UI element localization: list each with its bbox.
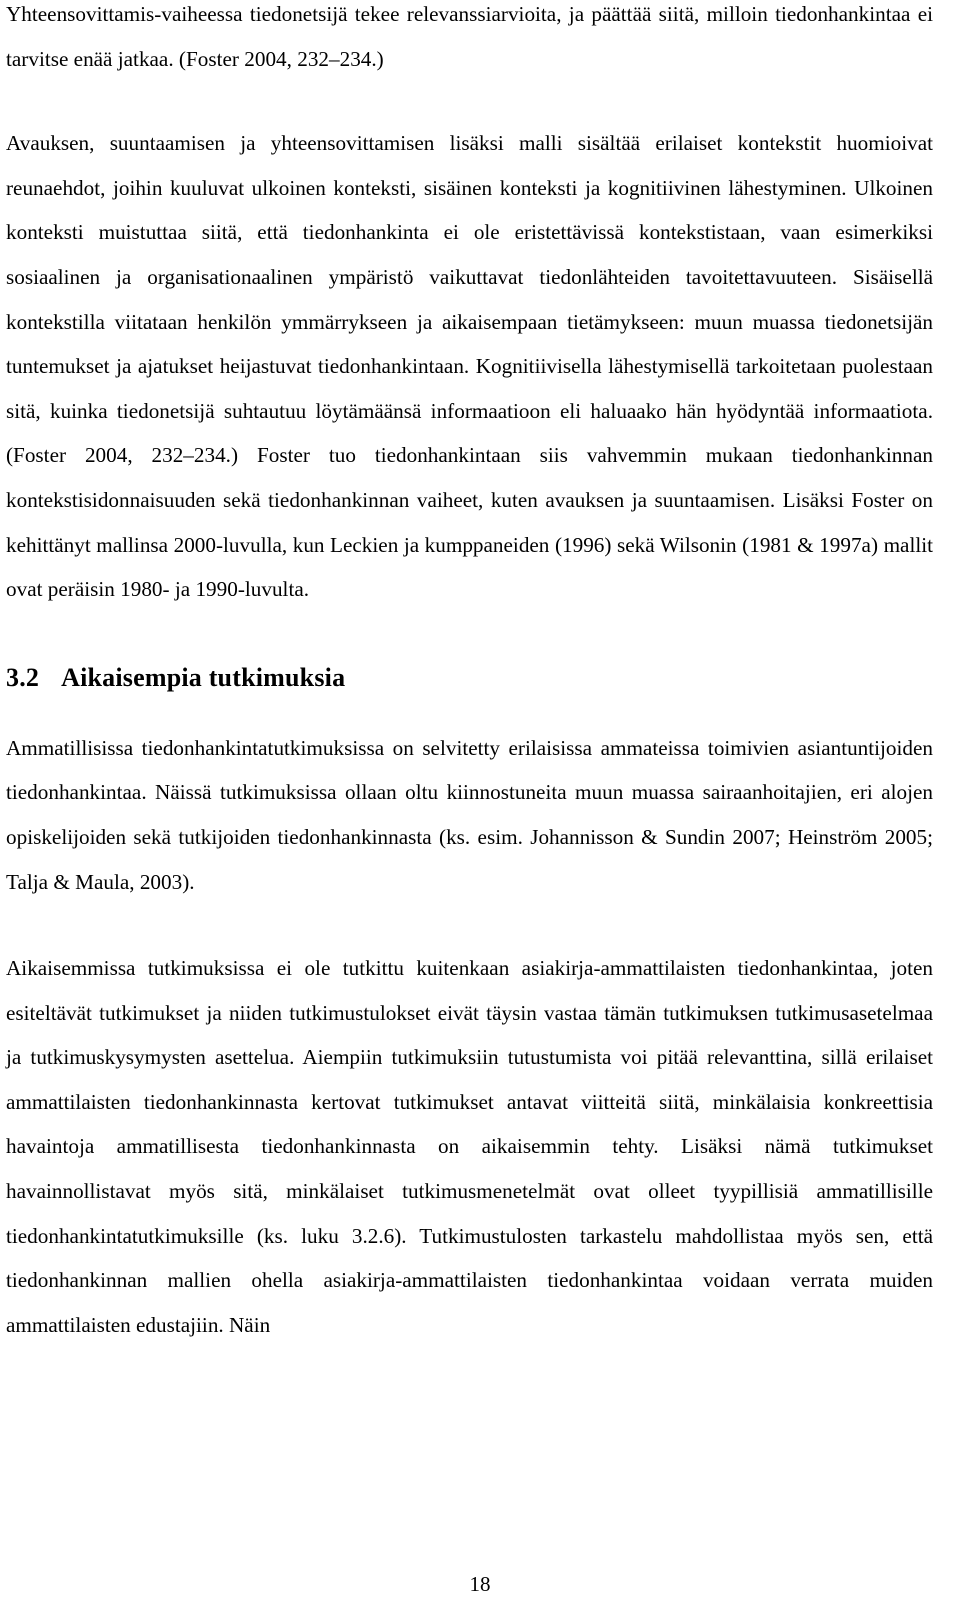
paragraph-professional-research: Ammatillisissa tiedonhankintatutkimuksissa on selvitetty erilaisissa ammateissa toimivien asiantuntijoiden tiedonhankintaa. Näissä tutkimuksissa ollaan oltu kiinnostuneita muun muassa sairaanhoitajien, eri alojen opiskelijoiden sekä tutkijoiden tiedonhankinnasta (ks. esim. Johannisson & Sundin 2007; Heinström 2005; Talja & Maula, 2003). [6,735,933,894]
section-title: Aikaisempia tutkimuksia [61,662,346,692]
paragraph-top: Yhteensovittamis-vaiheessa tiedonetsijä tekee relevanssiarvioita, ja päättää siitä, milloin tiedonhankintaa ei tarvitse enää jatkaa. (Foster 2004, 232–234.) [6,2,933,71]
document-page [6,0,933,1347]
page-number: 18 [469,1572,491,1596]
paragraph-earlier-research: Aikaisemmissa tutkimuksissa ei ole tutkittu kuitenkaan asiakirja-ammattilaisten tiedonhankintaa, joten esiteltävät tutkimukset ja niiden tutkimustulokset eivät täysin vastaa tämän tutkimuksen tutkimusasetelmaa ja tutkimuskysymysten asettelua. Aiempiin tutkimuksiin tutustumista voi pitää relevanttina, sillä erilaiset ammattilaisten tiedonhankinnasta kertovat tutkimukset antavat viitteitä siitä, minkälaisia konkreettisia havaintoja ammatillisesta tiedonhankinnasta on aikaisemmin tehty. Lisäksi nämä tutkimukset havainnollistavat myös sitä, minkälaiset tutkimusmenetelmät ovat olleet tyypillisiä ammatillisille tiedonhankintatutkimuksille (ks. luku 3.2.6). Tutkimustulosten tarkastelu mahdollistaa myös sen, että tiedonhankinnan mallien ohella asiakirja-ammattilaisten tiedonhankintaa voidaan verrata muiden ammattilaisten edustajiin. Näin [6,956,933,1337]
section-heading [6,660,933,696]
paragraph-context-model: Avauksen, suuntaamisen ja yhteensovittamisen lisäksi malli sisältää erilaiset kontekstit huomioivat reunaehdot, joihin kuuluvat ulkoinen konteksti, sisäinen konteksti ja kognitiivinen lähestyminen. Ulkoinen konteksti muistuttaa siitä, että tiedonhankinta ei ole eristettävissä kontekstistaan, vaan esimerkiksi sosiaalinen ja organisationaalinen ympäristö vaikuttavat tiedonlähteiden tavoitettavuuteen. Sisäisellä kontekstilla viitataan henkilön ymmärrykseen ja aikaisempaan tietämykseen: muun muassa tiedonetsijän tuntemukset ja ajatukset heijastuvat tiedonhankintaan. Kognitiivisella lähestymisellä tarkoitetaan puolestaan sitä, kuinka tiedonetsijä suhtautuu löytämäänsä informaatioon eli haluaako hän hyödyntää informaatiota. (Foster 2004, 232–234.) Foster tuo tiedonhankintaan siis vahvemmin mukaan tiedonhankinnan kontekstisidonnaisuuden sekä tiedonhankinnan vaiheet, kuten avauksen ja suuntaamisen. Lisäksi Foster on kehittänyt mallinsa 2000-luvulla, kun Leckien ja kumppaneiden (1996) sekä Wilsonin (1981 & 1997a) mallit ovat peräisin 1980- ja 1990-luvulta. [6,131,933,602]
section-number: 3.2 [6,662,40,692]
